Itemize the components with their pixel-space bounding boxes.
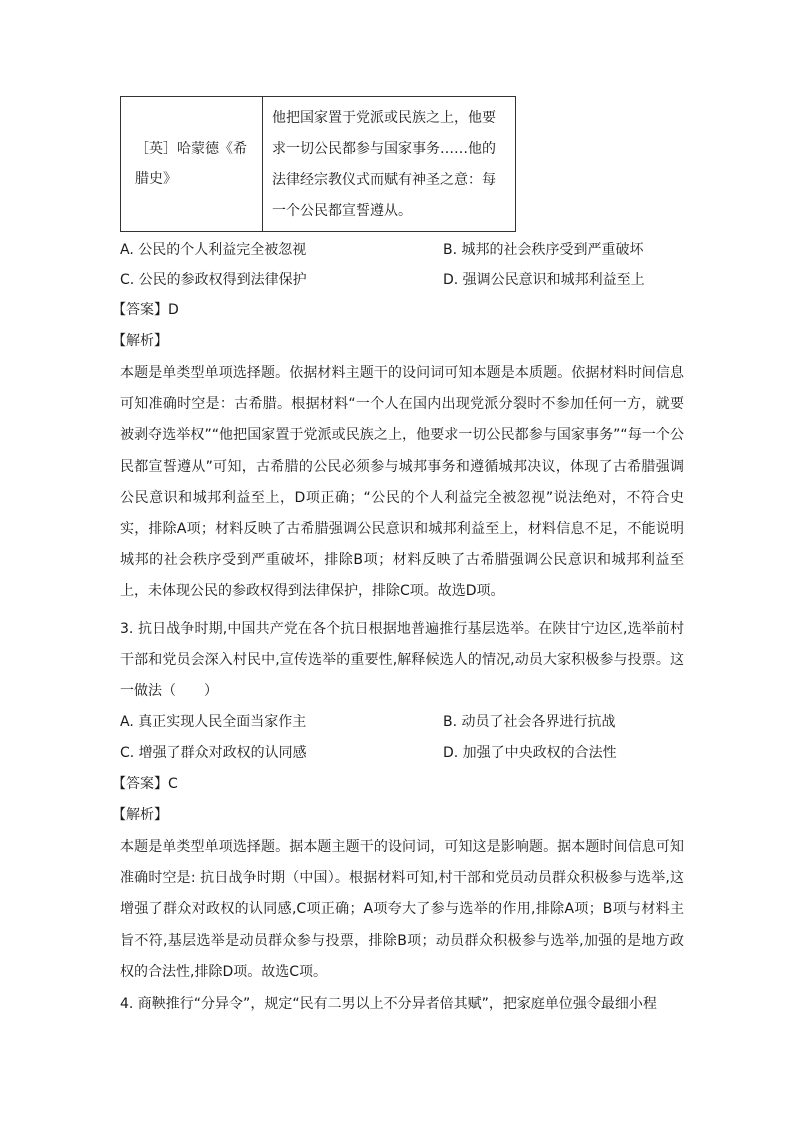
q3-analysis-heading: 【解析】 — [112, 807, 168, 823]
q2-option-c[interactable]: C. 公民的参政权得到法律保护 — [120, 272, 307, 288]
q2-analysis-heading: 【解析】 — [112, 333, 168, 349]
q3-option-c[interactable]: C. 增强了群众对政权的认同感 — [120, 745, 307, 761]
source-quote: 他把国家置于党派或民族之上，他要求一切公民都参与国家事务……他的法律经宗教仪式而赋有神圣之意：每一个公民都宣誓遵从。 — [272, 110, 496, 219]
q3-analysis: 本题是单类型单项选择题。据本题主题干的设问词，可知这是影响题。据本题时间信息可知准确时空是: 抗日战争时期（中国）。根据材料可知,村干部和党员动员群众积极参与选举,这增强了群众对政权的认同感,C项正确；A项夸大了参与选举的作用,排除A项；B项与材料主旨不符,基层选举是动员群众参与投票，排除B项；动员群众积极参与选举,加强的是地方政权的合法性,排除D项。故选C项。 — [120, 839, 684, 980]
source-table — [120, 96, 516, 232]
q3-option-b[interactable]: B. 动员了社会各界进行抗战 — [443, 714, 616, 730]
q3-stem: 3. 抗日战争时期,中国共产党在各个抗日根据地普遍推行基层选举。在陕甘宁边区,选举前村干部和党员会深入村民中,宣传选举的重要性,解释候选人的情况,动员大家积极参与投票。这一做法（ ） — [120, 621, 684, 700]
source-citation: ［英］哈蒙德《希腊史》 — [135, 141, 247, 187]
q4-stem: 4. 商鞅推行“分异令”，规定“民有二男以上不分异者倍其赋”，把家庭单位强令最细小程 — [120, 996, 657, 1012]
q3-answer: 【答案】C — [112, 776, 178, 792]
q3-option-d[interactable]: D. 加强了中央政权的合法性 — [443, 745, 617, 761]
q2-option-d[interactable]: D. 强调公民意识和城邦利益至上 — [443, 272, 645, 288]
q3-option-a[interactable]: A. 真正实现人民全面当家作主 — [120, 714, 307, 730]
q2-option-a[interactable]: A. 公民的个人利益完全被忽视 — [120, 242, 307, 258]
q2-analysis: 本题是单类型单项选择题。依据材料主题干的设问词可知本题是本质题。依据材料时间信息可知准确时空是：古希腊。根据材料“一个人在国内出现党派分裂时不参加任何一方，就要被剥夺选举权”“他把国家置于党派或民族之上，他要求一切公民都参与国家事务”“每一个公民都宣誓遵从”可知，古希腊的公民必须参与城邦事务和遵循城邦决议，体现了古希腊强调公民意识和城邦利益至上，D项正确；“公民的个人利益完全被忽视”说法绝对，不符合史实，排除A项；材料反映了古希腊强调公民意识和城邦利益至上，材料信息不足，不能说明城邦的社会秩序受到严重破坏，排除B项；材料反映了古希腊强调公民意识和城邦利益至上，未体现公民的参政权得到法律保护，排除C项。故选D项。 — [120, 365, 684, 600]
source-cell — [121, 97, 263, 231]
q2-answer: 【答案】D — [112, 302, 179, 318]
q2-option-b[interactable]: B. 城邦的社会秩序受到严重破坏 — [443, 242, 644, 258]
quote-cell — [263, 97, 515, 231]
